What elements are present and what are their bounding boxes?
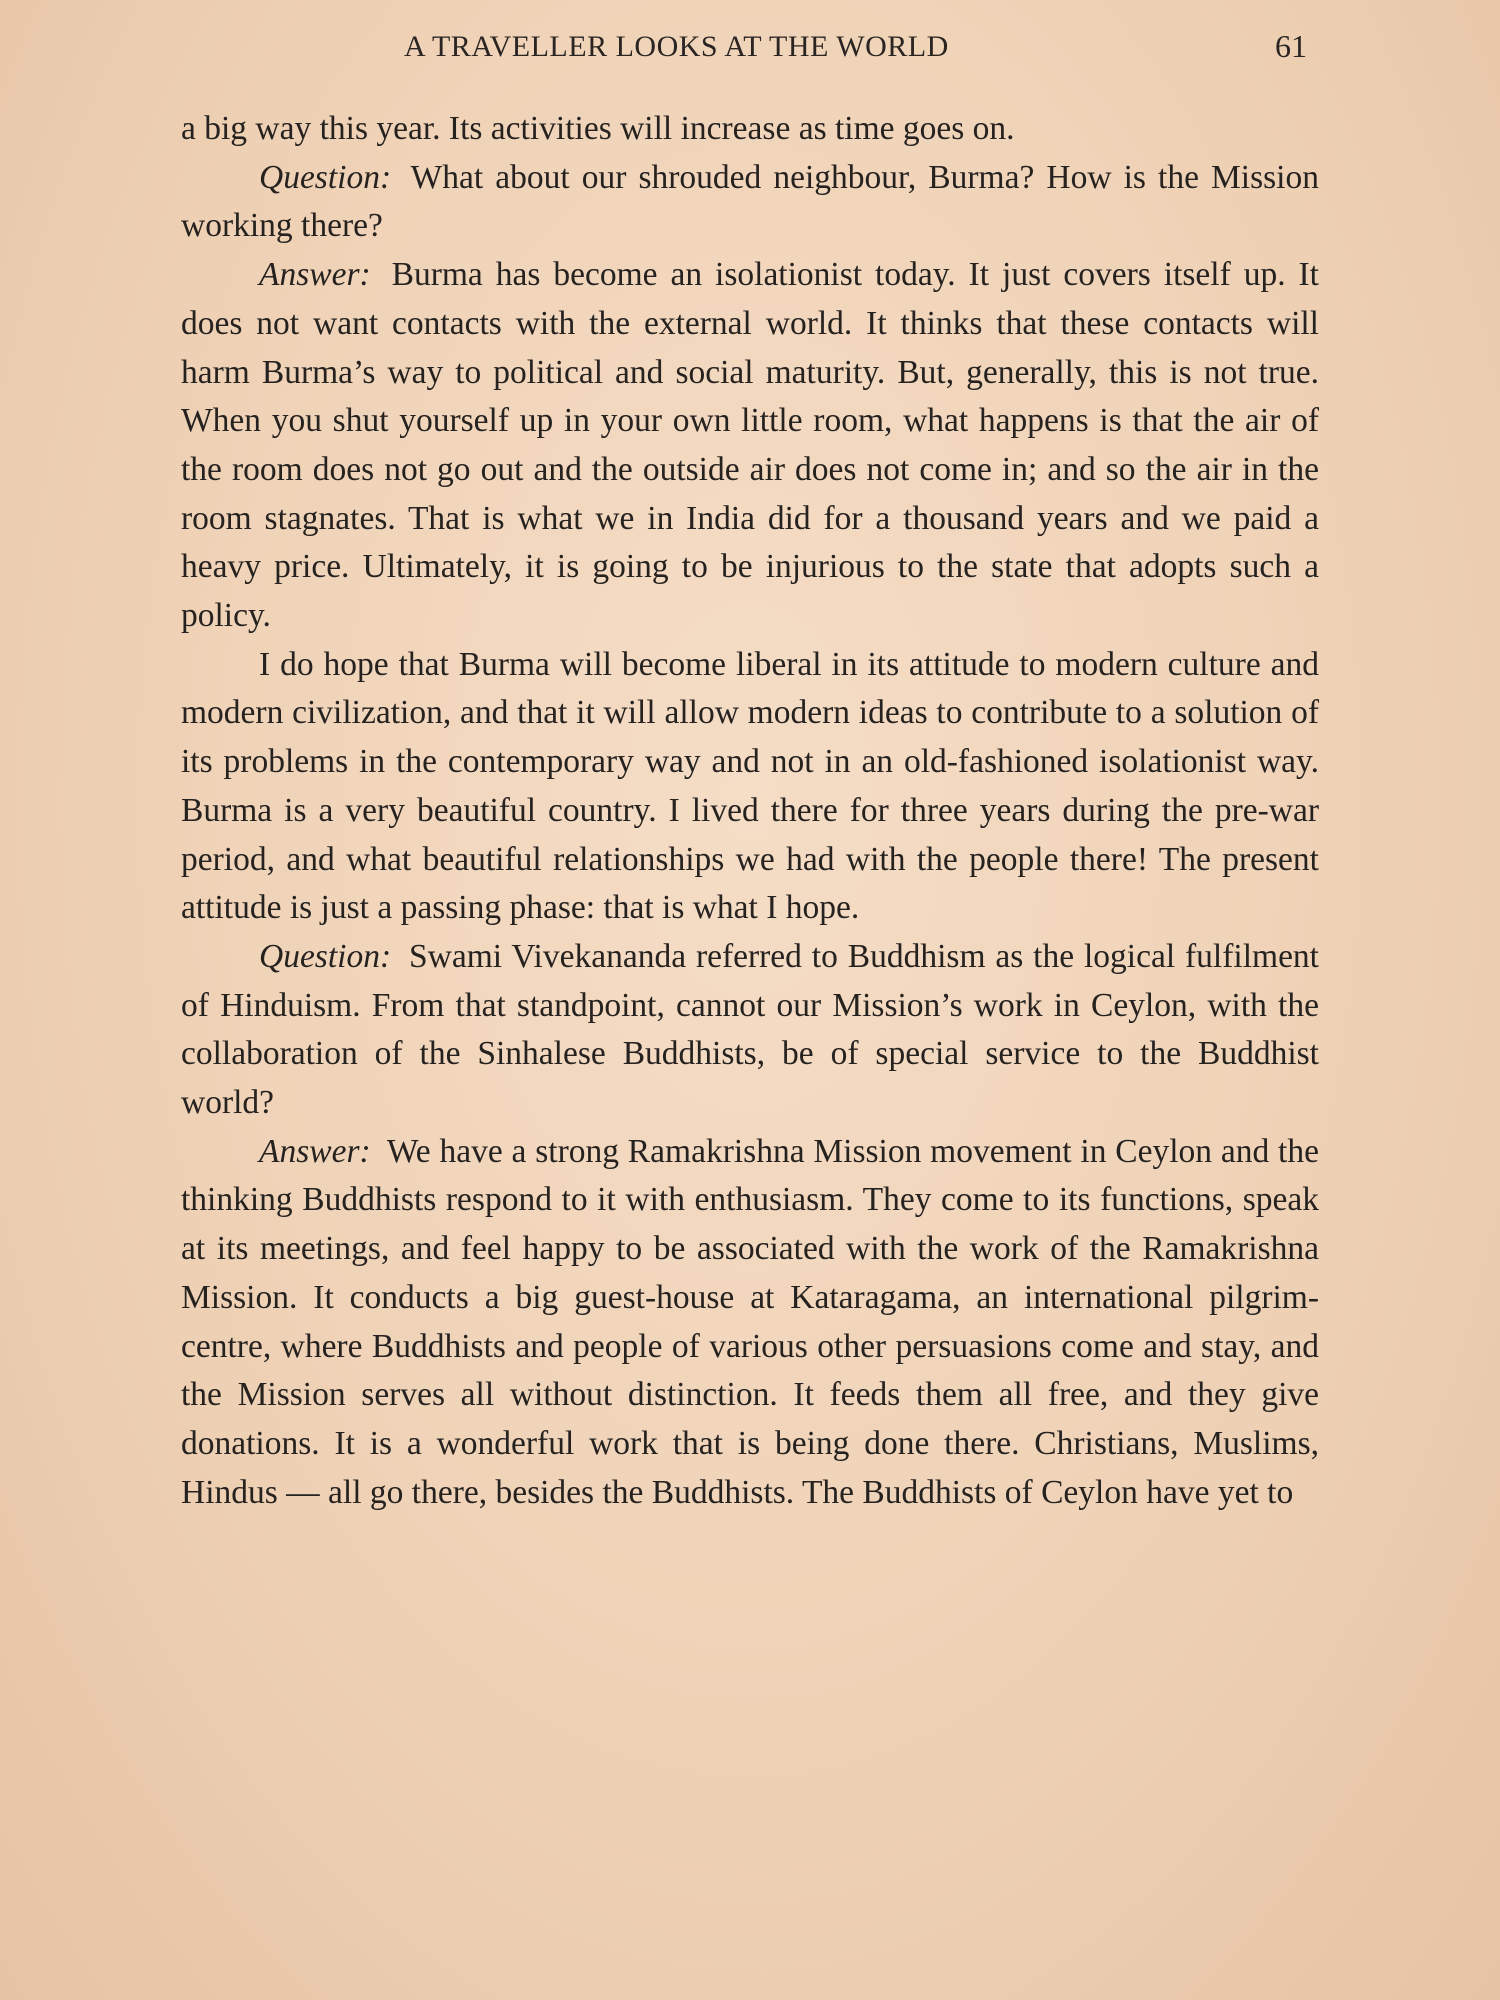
paragraph-1: [181, 105, 1319, 154]
paragraph-text: a big way this year. Its activities will increase as time goes on.: [181, 110, 1015, 147]
paragraph-5: [181, 933, 1319, 1128]
body-text: [181, 105, 1319, 1517]
page-number: 61: [1275, 28, 1307, 64]
speaker-label: Answer:: [259, 1132, 371, 1170]
running-head: A TRAVELLER LOOKS AT THE WORLD: [404, 30, 949, 63]
speaker-label: Question:: [259, 158, 392, 196]
paragraph-4: [181, 641, 1319, 933]
paragraph-text: Swami Vivekananda referred to Buddhism as the logical fulfilment of Hinduism. From that standpoint, cannot our Mission’s work in Ceylon, with the collaboration of the Sinhalese Buddhists, be of special service to the Buddhist world?: [181, 937, 1319, 1122]
speaker-label: Question:: [259, 937, 392, 975]
paragraph-text: Burma has become an isolationist today. It just covers itself up. It does not want contacts with the external world. It thinks that these contacts will harm Burma’s way to political and social maturity. But, generally, this is not true. When you shut yourself up in your own little room, what happens is that the air of the room does not go out and the outside air does not come in; and so the air in the room stagnates. That is what we in India did for a thousand years and we paid a heavy price. Ultimately, it is going to be injurious to the state that adopts such a policy.: [181, 256, 1319, 635]
paragraph-text: What about our shrouded neighbour, Burma? How is the Mission working there?: [181, 158, 1319, 245]
paragraph-2: [181, 154, 1319, 251]
paragraph-3: [181, 251, 1319, 641]
paragraph-text: We have a strong Ramakrishna Mission movement in Ceylon and the thinking Buddhists respond to it with enthusiasm. They come to its functions, speak at its meetings, and feel happy to be associated with the work of the Ramakrishna Mission. It conducts a big guest-house at Kataragama, an international pilgrim-centre, where Buddhists and people of various other persuasions come and stay, and the Mission serves all without distinction. It feeds them all free, and they give donations. It is a wonderful work that is being done there. Christians, Muslims, Hindus — all go there, besides the Buddhists. The Buddhists of Ceylon have yet to: [181, 1132, 1319, 1511]
paragraph-6: [181, 1128, 1319, 1518]
speaker-label: Answer:: [259, 256, 371, 294]
paragraph-text: I do hope that Burma will become liberal in its attitude to modern culture and modern civilization, and that it will allow modern ideas to contribute to a solution of its problems in the contemporary way and not in an old-fashioned isolationist way. Burma is a very beautiful country. I lived there for three years during the pre-war period, and what beautiful relationships we had with the people there! The present attitude is just a passing phase: that is what I hope.: [181, 645, 1319, 927]
